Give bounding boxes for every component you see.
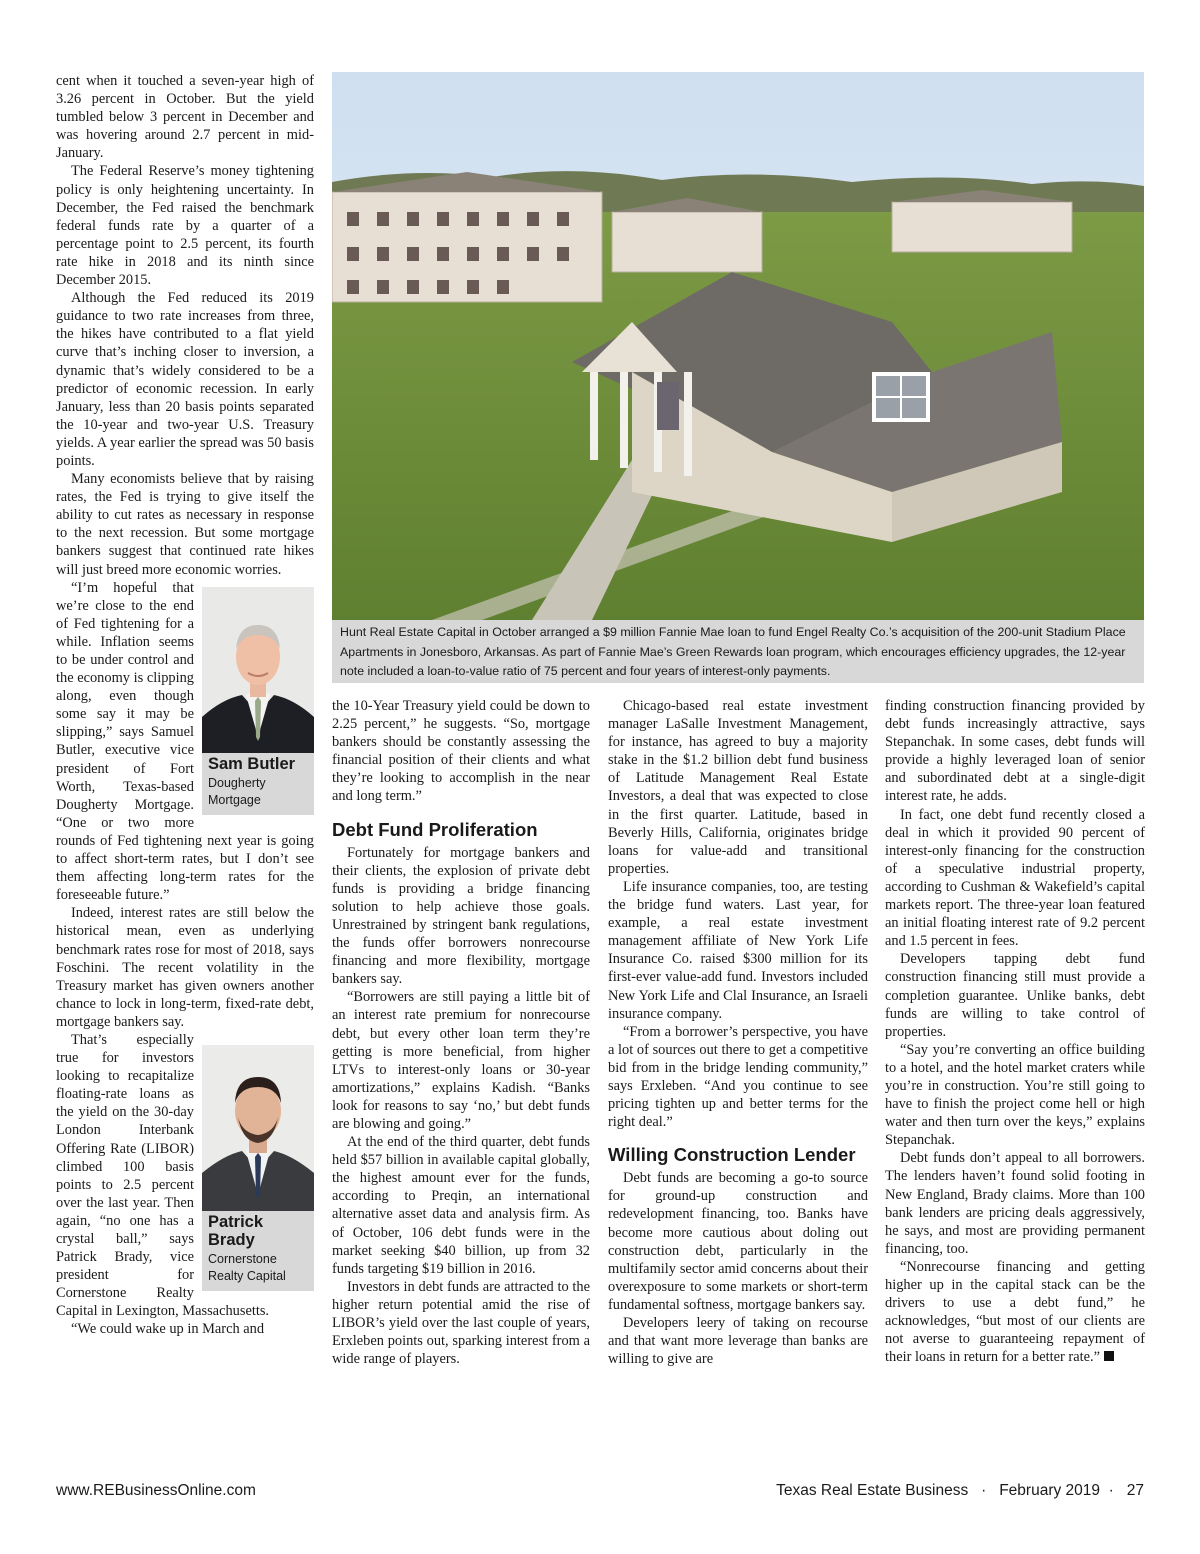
article-column-1 [56,72,314,1339]
paragraph: Debt funds don’t appeal to all borrowers. The lenders haven’t found solid footing in New England, Brady claims. More than 100 bank lenders are pricing deals aggressively, he says, and most are providing permanent financing, too. [885,1150,1145,1257]
headshot-photo [202,587,314,753]
profile-sam-butler [202,587,314,815]
paragraph: Indeed, interest rates are still below the historical mean, even as underlying benchmark rates rose for most of 2018, says Foschini. The recent volatility in the Treasury market has given owners another chance to lock in long-term, fixed-rate debt, mortgage bankers say. [56,905,314,1030]
paragraph-text: “Nonrecourse financing and getting higher up in the capital stack can be the drivers to use a debt fund,” he acknowledges, “but most of our clients are not averse to guaranteeing repayment of their loans in return for a better rate.” [885,1258,1145,1366]
footer-right [776,1482,1144,1500]
paragraph: Investors in debt funds are attracted to the higher return potential amid the rise of LIBOR’s yield over the last couple of years, Erxleben points out, sparking interest from a wide range of players. [332,1278,590,1368]
article-column-3 [608,697,868,1368]
paragraph [885,1258,1145,1367]
footer-url[interactable]: www.REBusinessOnline.com [56,1482,256,1499]
profile-name: Sam Butler [208,754,296,773]
paragraph: Chicago-based real estate investment manager LaSalle Investment Management, for instance, has agreed to buy a majority stake in the $1.2 billion debt fund business of Latitude Management Real Estate Investors, a deal that was expected to close in the first quarter. Latitude, based in Beverly Hills, California, originates bridge loans for value-add and transitional properties. [608,698,868,877]
profile-patrick-brady [202,1045,314,1291]
profile-company: Cornerstone Realty Capital [208,1251,286,1283]
paragraph: “I’m hopeful that we’re close to the end of Fed tightening for a while. Inflation seems to be under control and the economy is clipping along, even though some say it may be slipping,” says Samuel Butler, executive vice president of Fort Worth, Texas-based Dougherty Mortgage. “One or two more rounds of Fed tightening next year is going to affect short-term rates, but I don’t see them affecting long-term rates for the foreseeable future.” [56,579,314,904]
paragraph: finding construction financing provided by debt funds increasingly attractive, says Stepanchak. In some cases, debt funds will provide a highly leveraged loan of senior and subordinated debt at a single-digit interest rate, he adds. [885,698,1145,805]
paragraph: Many economists believe that by raising rates, the Fed is trying to give itself the ability to cut rates as necessary in response to the next recession. But some mortgage bankers suggest that continued rate hikes will just breed more economic worries. [56,471,314,578]
headshot-photo [202,1045,314,1211]
page-number: 27 [1126,1482,1144,1499]
article-column-2 [332,697,590,1368]
profile-company: Dougherty Mortgage [208,775,266,807]
paragraph: Developers leery of taking on recourse and that want more leverage than banks are willing to give are [608,1315,868,1368]
paragraph: The Federal Reserve’s money tightening policy is only heightening uncertainty. In December, the Fed raised the benchmark federal funds rate by a quarter of a percentage point to 2.5 percent, its fourth rate hike in 2018 and its ninth since December 2015. [56,163,314,289]
paragraph: Debt funds are becoming a go-to source for ground-up construction and redevelopment financing, too. Banks have become more cautious about doling out construction debt, particularly in the multifamily sector amid concerns about their overexposure to some markets or short-term fundamental softness, mortgage bankers say. [608,1170,868,1313]
apartment-complex-photo [332,72,1144,620]
paragraph: “Borrowers are still paying a little bit of an interest rate premium for nonrecourse debt, but every other loan term they’re getting is more beneficial, from higher LTVs to interest-only loans or 30-year amortizations,” explains Kadish. “Banks look for reasons to say ‘no,’ but debt funds are blowing and going.” [332,989,590,1132]
photo-caption: Hunt Real Estate Capital in October arranged a $9 million Fannie Mae loan to fund Engel Realty Co.’s acquisition of the 200-unit Stadium Place Apartments in Jonesboro, Arkansas. As part of Fannie Mae’s Green Rewards loan program, which encourages efficiency upgrades, the 12-year note included a loan-to-value ratio of 75 percent and four years of interest-only payments. [332,620,1144,683]
section-heading: Debt Fund Proliferation [332,818,538,840]
paragraph: “Say you’re converting an office building to a hotel, and the hotel market craters while you’re in construction. You’re still going to have to finish the project come hell or high water and then turn over the keys,” explains Stepanchak. [885,1041,1145,1149]
footer-separator: · [1108,1482,1114,1499]
paragraph: Although the Fed reduced its 2019 guidance to two rate increases from three, the hikes have contributed to a flat yield curve that’s inching closer to inversion, a dynamic that’s widely considered to be a predictor of economic recession. In early January, less than 20 basis points separated the 10-year and two-year U.S. Treasury yields. A year earlier the spread was 50 basis points. [56,290,314,469]
section-heading: Willing Construction Lender [608,1144,856,1166]
paragraph: the 10-Year Treasury yield could be down to 2.25 percent,” he suggests. “So, mortgage bankers should be constantly assessing the financial position of their clients and what they’re looking to accomplish in the near and long term.” [332,698,590,805]
paragraph: That’s especially true for investors looking to recapitalize floating-rate loans as the yield on the 30-day London Interbank Offering Rate (LIBOR) climbed 100 basis points to 2.5 percent over the last year. Then again, “no one has a crystal ball,” says Patrick Brady, vice president for Cornerstone Realty Capital in Lexington, Massachusetts. [56,1031,270,1320]
publication-name: Texas Real Estate Business [776,1482,969,1499]
paragraph: At the end of the third quarter, debt funds held $57 billion in available capital globally, the highest amount ever for the funds, according to Preqin, an international alternative asset data and analysis firm. As of October, 106 debt funds were in the market seeking $40 billion, up from 32 funds targeting $19 billion in 2016. [332,1134,590,1277]
page-footer [56,1482,1144,1504]
profile-name: Patrick Brady [208,1212,264,1249]
paragraph: In fact, one debt fund recently closed a deal in which it provided 90 percent of interest-only financing for the construction of a speculative industrial property, according to Cushman & Wakefield’s capital markets report. The three-year loan featured an initial floating interest rate of 9.2 percent and 1.5 percent in fees. [885,806,1145,950]
issue-date: February 2019 [999,1482,1101,1499]
paragraph: “From a borrower’s perspective, you have a lot of sources out there to get a competitive bid from in the bridge lending community,” says Erxleben. “And you continue to see pricing tighten up and better terms for the right deal.” [608,1023,868,1131]
end-mark-icon [1104,1351,1114,1361]
footer-separator: · [981,1482,987,1499]
paragraph: Life insurance companies, too, are testing the bridge fund waters. Last year, for example, a real estate investment management affiliate of New York Life Insurance Co. raised $300 million for its first-ever value-add fund. Investors included New York Life and Clal Insurance, an Israeli insurance company. [608,878,868,1022]
article-column-4 [885,697,1145,1366]
paragraph: Fortunately for mortgage bankers and their clients, the explosion of private debt funds is providing a bridge financing solution to help achieve those goals. Unrestrained by stringent bank regulations, the funds offer borrowers nonrecourse financing and more flexibility, mortgage bankers say. [332,844,590,988]
paragraph: Developers tapping debt fund construction financing still must provide a completion guarantee. Unlike banks, debt funds are willing to take control of properties. [885,951,1145,1040]
paragraph: cent when it touched a seven-year high of 3.26 percent in October. But the yield tumbled below 3 percent in December and was hovering around 2.7 percent in mid-January. [56,73,314,162]
paragraph: “We could wake up in March and [71,1321,265,1338]
